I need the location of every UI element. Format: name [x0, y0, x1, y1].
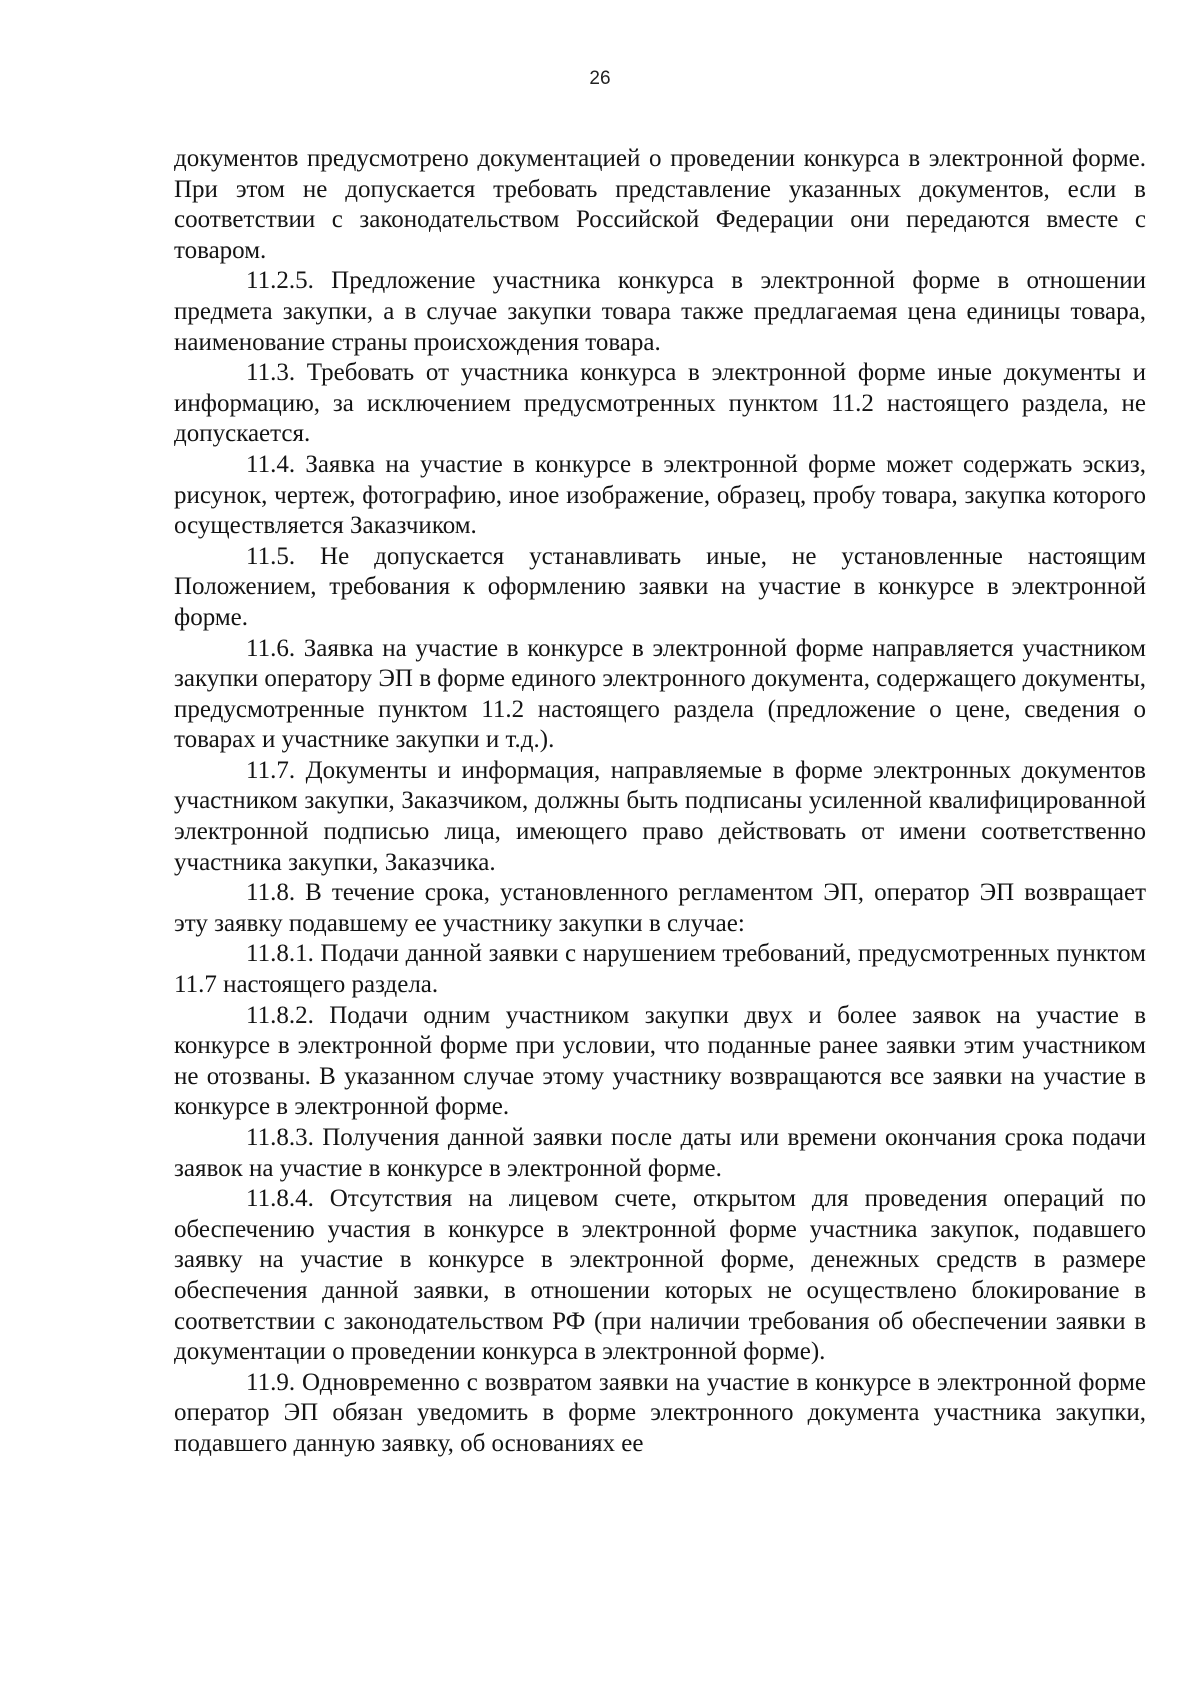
paragraph-11-2-5: 11.2.5. Предложение участника конкурса в электронной форме в отношении предмета закупки, а в случае закупки товара также предлагаемая цена единицы товара, наименование страны происхождения товара.: [174, 267, 1146, 356]
paragraph-11-8-3: 11.8.3. Получения данной заявки после даты или времени окончания срока подачи заявок на участие в конкурсе в электронной форме.: [174, 1124, 1146, 1182]
paragraph-11-6: 11.6. Заявка на участие в конкурсе в электронной форме направляется участником закупки оператору ЭП в форме единого электронного документа, содержащего документы, предусмотренные пунктом 11.2 настоящего раздела (предложение о цене, сведения о товарах и участнике закупки и т.д.).: [174, 634, 1146, 754]
paragraph-11-5: 11.5. Не допускается устанавливать иные, не установленные настоящим Положением, требования к оформлению заявки на участие в конкурсе в электронной форме.: [174, 542, 1146, 631]
document-body: [174, 144, 1146, 1460]
paragraph-11-7: 11.7. Документы и информация, направляемые в форме электронных документов участником закупки, Заказчиком, должны быть подписаны усиленной квалифицированной электронной подписью лица, имеющего право действовать от имени соответственно участника закупки, Заказчика.: [174, 756, 1146, 876]
page-number: 26: [589, 68, 611, 89]
paragraph-11-8-1: 11.8.1. Подачи данной заявки с нарушением требований, предусмотренных пунктом 11.7 настоящего раздела.: [174, 940, 1146, 999]
paragraph-11-3: 11.3. Требовать от участника конкурса в электронной форме иные документы и информацию, за исключением предусмотренных пунктом 11.2 настоящего раздела, не допускается.: [174, 359, 1146, 448]
paragraph-11-8-2: 11.8.2. Подачи одним участником закупки двух и более заявок на участие в конкурсе в электронной форме при условии, что поданные ранее заявки этим участником не отозваны. В указанном случае этому участнику возвращаются все заявки на участие в конкурсе в электронной форме.: [174, 1001, 1146, 1121]
paragraph-continuation: документов предусмотрено документацией о проведении конкурса в электронной форме. При этом не допускается требовать представление указанных документов, если в соответствии с законодательством Российской Федерации они передаются вместе с товаром.: [174, 145, 1146, 264]
paragraph-11-8: 11.8. В течение срока, установленного регламентом ЭП, оператор ЭП возвращает эту заявку подавшему ее участнику закупки в случае:: [174, 879, 1146, 937]
paragraph-11-9: 11.9. Одновременно с возвратом заявки на участие в конкурсе в электронной форме оператор ЭП обязан уведомить в форме электронного документа участника закупки, подавшего данную заявку, об основаниях ее: [174, 1368, 1146, 1457]
paragraph-11-4: 11.4. Заявка на участие в конкурсе в электронной форме может содержать эскиз, рисунок, чертеж, фотографию, иное изображение, образец, пробу товара, закупка которого осуществляется Заказчиком.: [174, 450, 1146, 540]
paragraph-11-8-4: 11.8.4. Отсутствия на лицевом счете, открытом для проведения операций по обеспечению участия в конкурсе в электронной форме участника закупок, подавшего заявку на участие в конкурсе в электронной форме, денежных средств в размере обеспечения данной заявки, в отношении которых не осуществлено блокирование в соответствии с законодательством РФ (при наличии требования об обеспечении заявки в документации о проведении конкурса в электронной форме).: [174, 1185, 1146, 1366]
